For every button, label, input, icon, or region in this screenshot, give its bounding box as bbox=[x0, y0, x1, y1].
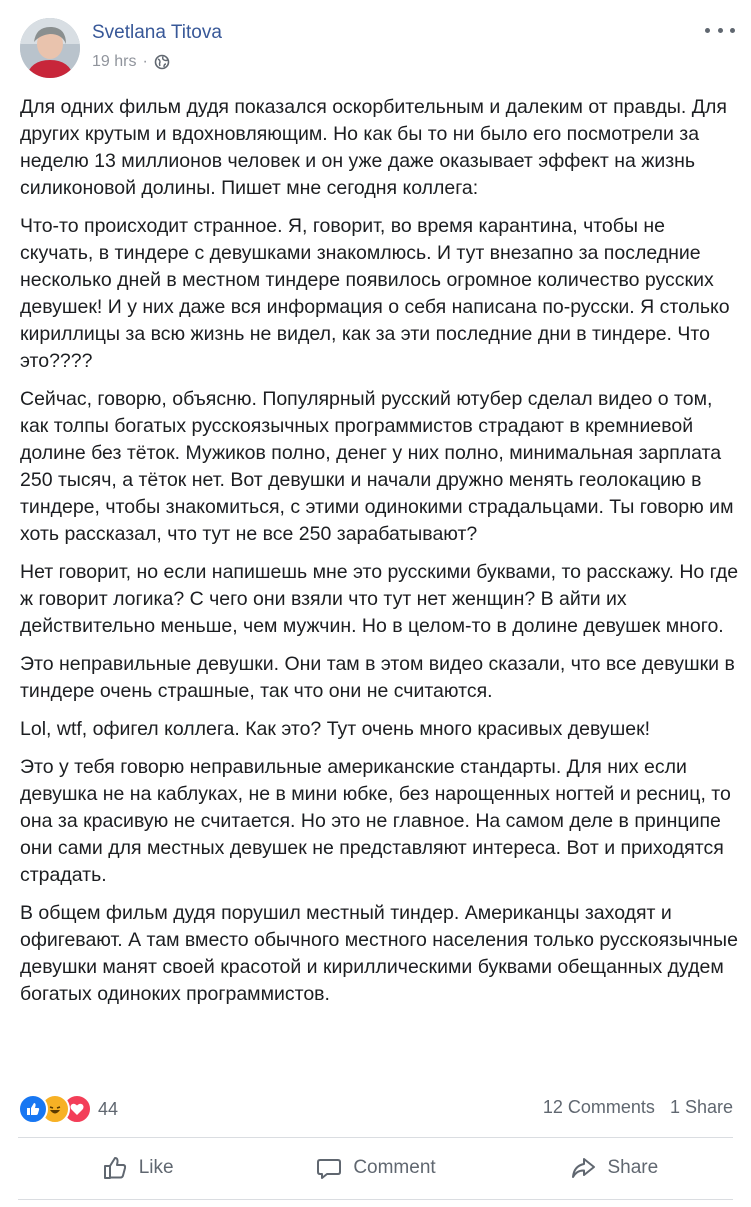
globe-icon[interactable] bbox=[154, 54, 170, 70]
avatar[interactable] bbox=[20, 18, 80, 78]
comment-icon bbox=[315, 1154, 343, 1182]
more-dot bbox=[705, 28, 710, 33]
comments-count-link[interactable]: 12 Comments bbox=[542, 1097, 655, 1117]
comment-label: Comment bbox=[353, 1157, 436, 1178]
post-paragraph: Сейчас, говорю, объясню. Популярный русский ютубер сделал видео о том, как толпы богатых русскоязычных программистов страдают в кремниевой долине без тёток. Мужиков полно, денег у них полно, минимальная зарплата 250 тысяч, а тёток нет. Вот девушки и начали дружно менять геолокацию в тиндере, чтобы знакомиться, с этими одинокими страдальцами. Ты говорю им хоть рассказал, что тут не все 250 зарабатывают? bbox=[20, 388, 734, 545]
like-icon bbox=[18, 1094, 48, 1124]
more-options-icon[interactable] bbox=[705, 20, 735, 40]
action-bar bbox=[18, 1145, 733, 1191]
avatar-image bbox=[20, 18, 80, 78]
post-paragraph: В общем фильм дудя порушил местный тиндер. Американцы заходят и офигевают. А там вместо обычного местного населения только русскоязычные девушки манят своей красотой и кириллическими буквами обещанных дудем богатых одиноких программистов. bbox=[20, 902, 738, 1005]
post-paragraph: Что-то происходит странное. Я, говорит, во время карантина, чтобы не скучать, в тиндере с девушками знакомлюсь. И тут внезапно за последние несколько дней в местном тиндере появилось огромное количество русских девушек! И у них даже вся информация о себя написана по-русски. Я столько кириллицы за всю жизнь не видел, как за эти последние дни в тиндере. Что это???? bbox=[20, 215, 730, 372]
post-stats bbox=[18, 1093, 733, 1125]
post-paragraph: Lol, wtf, офигел коллега. Как это? Тут очень много красивых девушек! bbox=[20, 718, 651, 740]
share-icon bbox=[569, 1154, 597, 1182]
post-time[interactable]: 19 hrs bbox=[92, 53, 137, 70]
post-paragraph: Это у тебя говорю неправильные американские стандарты. Для них если девушка не на каблуках, не в мини юбке, без нарощенных ногтей и ресниц, то она за красивую не считается. Но это не главное. На самом деле в принципе они сами для местных девушек не представляют интереса. Вот и приходятся страдать. bbox=[20, 756, 731, 886]
post-paragraph: Нет говорит, но если напишешь мне это русскими буквами, то расскажу. Но где ж говорит логика? С чего они взяли что тут нет женщин? В айти их действительно меньше, чем мужчин. Но в целом-то в долине девушек много. bbox=[20, 561, 739, 637]
more-dot bbox=[718, 28, 723, 33]
thumbs-up-icon bbox=[101, 1154, 129, 1182]
more-dot bbox=[730, 28, 735, 33]
author-name[interactable]: Svetlana Titova bbox=[92, 22, 222, 43]
divider bbox=[18, 1199, 733, 1200]
reaction-count: 44 bbox=[98, 1098, 119, 1119]
engagement-counts bbox=[543, 1097, 733, 1118]
like-label: Like bbox=[138, 1157, 174, 1178]
comment-button[interactable] bbox=[256, 1145, 494, 1191]
shares-count-link[interactable]: 1 Share bbox=[669, 1097, 733, 1117]
meta-separator: · bbox=[142, 53, 148, 70]
like-button[interactable] bbox=[18, 1145, 256, 1191]
post-header bbox=[20, 16, 735, 82]
reactions-summary[interactable] bbox=[18, 1093, 118, 1125]
post-text bbox=[20, 94, 740, 1019]
share-label: Share bbox=[607, 1157, 659, 1178]
post-paragraph: Это неправильные девушки. Они там в этом видео сказали, что все девушки в тиндере очень страшные, так что они не считаются. bbox=[20, 653, 735, 702]
post-paragraph: Для одних фильм дудя показался оскорбительным и далеким от правды. Для других крутым и вдохновляющим. Но как бы то ни было его посмотрели за неделю 13 миллионов человек и он уже даже оказывает эффект на жизнь силиконовой долины. Пишет мне сегодня коллега: bbox=[20, 96, 727, 199]
post-meta bbox=[92, 53, 170, 71]
divider bbox=[18, 1137, 733, 1138]
share-button[interactable] bbox=[495, 1145, 733, 1191]
